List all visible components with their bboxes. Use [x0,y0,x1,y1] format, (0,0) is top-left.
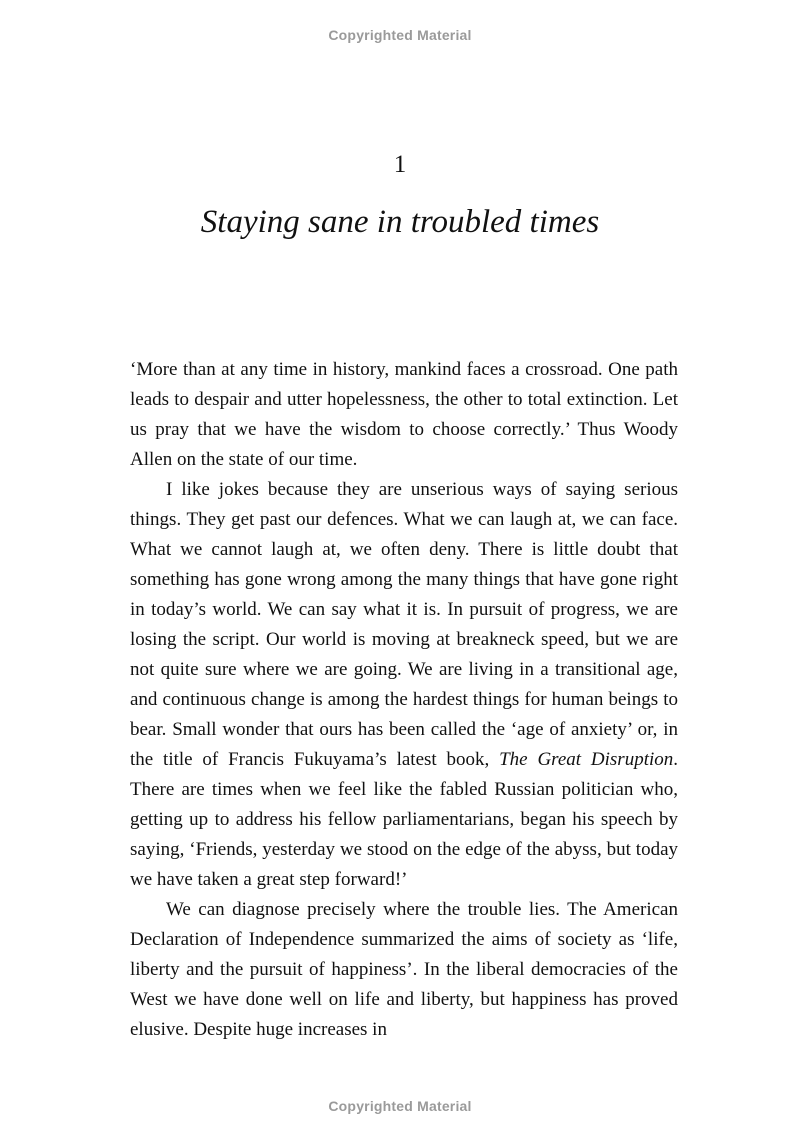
paragraph-2-text-after: . There are times when we feel like the fabled Russian politician who, getting up to address his fellow parliamentarians, began his speech by saying, ‘Friends, yesterday we stood on the edge of the abyss, but today we have taken a great step forward!’ [130,749,678,890]
chapter-number: 1 [393,151,407,178]
copyright-watermark-top: Copyrighted Material [328,27,472,43]
chapter-body [130,355,678,1045]
copyright-watermark-bottom: Copyrighted Material [328,1098,472,1114]
paragraph-2-text-before: I like jokes because they are unserious ways of saying serious things. They get past our defences. What we can laugh at, we can face. What we cannot laugh at, we often deny. There is little doubt that something has gone wrong among the many things that have gone right in today’s world. We can say what it is. In pursuit of progress, we are losing the script. Our world is moving at breakneck speed, but we are not quite sure where we are going. We are living in a transitional age, and continuous change is among the hardest things for human beings to bear. Small wonder that ours has been called the ‘age of anxiety’ or, in the title of Francis Fukuyama’s latest book, [130,479,678,770]
chapter-title: Staying sane in troubled times [200,204,600,240]
paragraph-1: ‘More than at any time in history, mankind faces a crossroad. One path leads to despair and utter hopelessness, the other to total extinction. Let us pray that we have the wisdom to choose correctly.’ Thus Woody Allen on the state of our time. [130,359,678,470]
paragraph-3: We can diagnose precisely where the trouble lies. The American Declaration of Independence summarized the aims of society as ‘life, liberty and the pursuit of happiness’. In the liberal democracies of the West we have done well on life and liberty, but happiness has proved elusive. Despite huge increases in [130,899,678,1040]
paragraph-2 [130,475,678,895]
book-title: The Great Disruption [499,749,674,770]
